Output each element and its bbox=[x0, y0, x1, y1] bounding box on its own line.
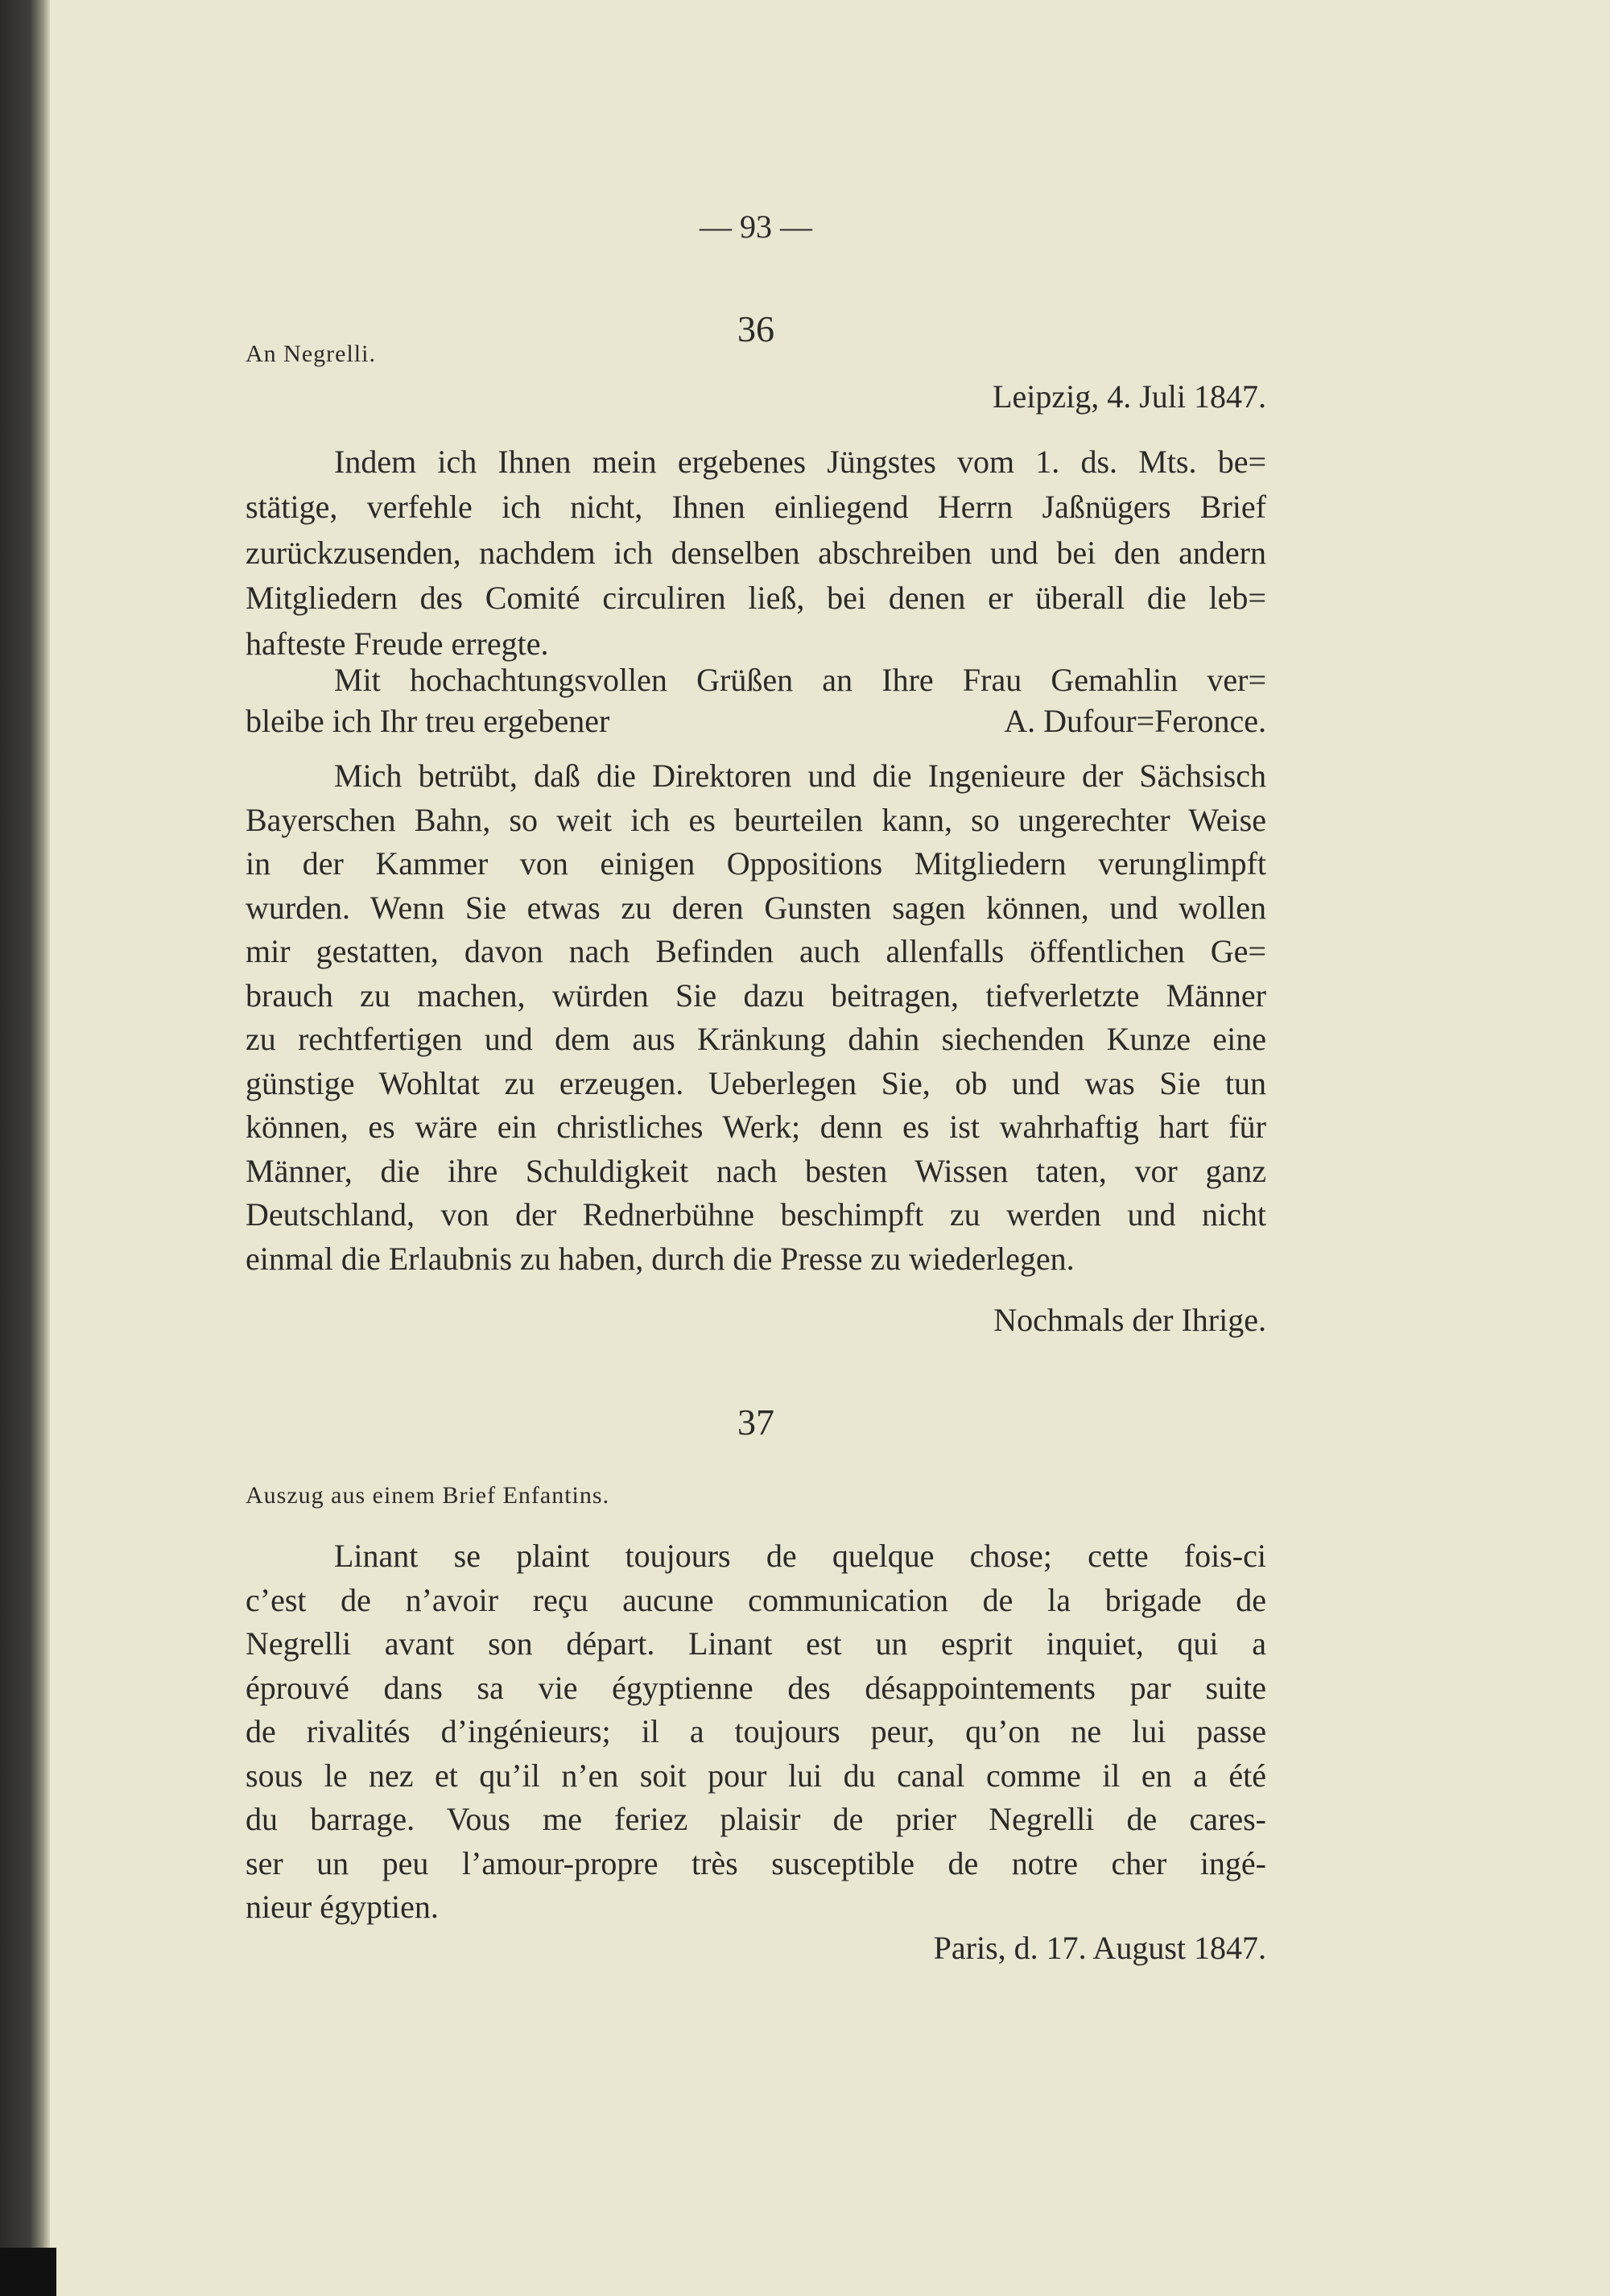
paragraph-line: hafteste Freude erregte. bbox=[246, 625, 549, 662]
postscript-line: Deutschland, von der Rednerbühne beschimpft zu werden und nicht bbox=[246, 1196, 1266, 1233]
scanned-book-edge bbox=[0, 0, 50, 2296]
signature: A. Dufour=Feronce. bbox=[1004, 703, 1266, 739]
paragraph-line: Mitgliedern des Comité circuliren ließ, bei denen er überall die leb= bbox=[246, 580, 1266, 617]
letter-heading: Auszug aus einem Brief Enfantins. bbox=[246, 1482, 610, 1509]
paragraph-line: Mit hochachtungsvollen Grüßen an Ihre Frau Gemahlin ver= bbox=[334, 662, 1266, 698]
paragraph-line: Indem ich Ihnen mein ergebenes Jüngstes vom 1. ds. Mts. be= bbox=[334, 444, 1266, 480]
paragraph-line: stätige, verfehle ich nicht, Ihnen einliegend Herrn Jaßnügers Brief bbox=[246, 489, 1266, 526]
page-number: — 93 — bbox=[700, 209, 812, 245]
closing: Nochmals der Ihrige. bbox=[993, 1302, 1266, 1338]
postscript-line: wurden. Wenn Sie etwas zu deren Gunsten sagen können, und wollen bbox=[246, 889, 1266, 926]
postscript-line: zu rechtfertigen und dem aus Kränkung dahin siechenden Kunze eine bbox=[246, 1021, 1266, 1057]
letter-place-date: Paris, d. 17. August 1847. bbox=[933, 1930, 1266, 1966]
paragraph-line: bleibe ich Ihr treu ergebener bbox=[246, 703, 610, 739]
paragraph-line: du barrage. Vous me feriez plaisir de prier Negrelli de cares- bbox=[246, 1801, 1266, 1837]
paragraph-line: sous le nez et qu’il n’en soit pour lui du canal comme il en a été bbox=[246, 1757, 1266, 1794]
postscript-line: mir gestatten, davon nach Befinden auch allenfalls öffentlichen Ge= bbox=[246, 933, 1266, 969]
postscript-line: Männer, die ihre Schuldigkeit nach besten Wissen taten, vor ganz bbox=[246, 1152, 1266, 1189]
postscript-line: in der Kammer von einigen Oppositions Mitgliedern verunglimpft bbox=[246, 845, 1266, 882]
postscript-line: günstige Wohltat zu erzeugen. Ueberlegen Sie, ob und was Sie tun bbox=[246, 1064, 1266, 1101]
paragraph-line: c’est de n’avoir reçu aucune communication de la brigade de bbox=[246, 1581, 1266, 1618]
letter-place-date: Leipzig, 4. Juli 1847. bbox=[993, 378, 1266, 415]
paragraph-line: de rivalités d’ingénieurs; il a toujours peur, qu’on ne lui passe bbox=[246, 1713, 1266, 1749]
postscript-line: Bayerschen Bahn, so weit ich es beurteilen kann, so ungerechter Weise bbox=[246, 801, 1266, 838]
postscript-line: einmal die Erlaubnis zu haben, durch die Presse zu wiederlegen. bbox=[246, 1240, 1075, 1277]
postscript-line: können, es wäre ein christliches Werk; denn es ist wahrhaftig hart für bbox=[246, 1109, 1266, 1145]
postscript-line: Mich betrübt, daß die Direktoren und die Ingenieure der Sächsisch bbox=[334, 758, 1266, 794]
letter-number: 36 bbox=[737, 308, 774, 349]
paragraph-line: nieur égyptien. bbox=[246, 1889, 439, 1925]
scan-corner bbox=[0, 2248, 56, 2296]
paragraph-line: Linant se plaint toujours de quelque chose; cette fois-ci bbox=[334, 1538, 1266, 1574]
paragraph-line: éprouvé dans sa vie égyptienne des désappointements par suite bbox=[246, 1669, 1266, 1706]
letter-number: 37 bbox=[737, 1402, 774, 1443]
paragraph-line: Negrelli avant son départ. Linant est un esprit inquiet, qui a bbox=[246, 1625, 1266, 1662]
postscript-line: brauch zu machen, würden Sie dazu beitragen, tiefverletzte Männer bbox=[246, 977, 1266, 1014]
paragraph-line: ser un peu l’amour-propre très susceptible de notre cher ingé- bbox=[246, 1844, 1266, 1881]
letter-recipient: An Negrelli. bbox=[246, 341, 376, 367]
paragraph-line: zurückzusenden, nachdem ich denselben abschreiben und bei den andern bbox=[246, 534, 1266, 571]
